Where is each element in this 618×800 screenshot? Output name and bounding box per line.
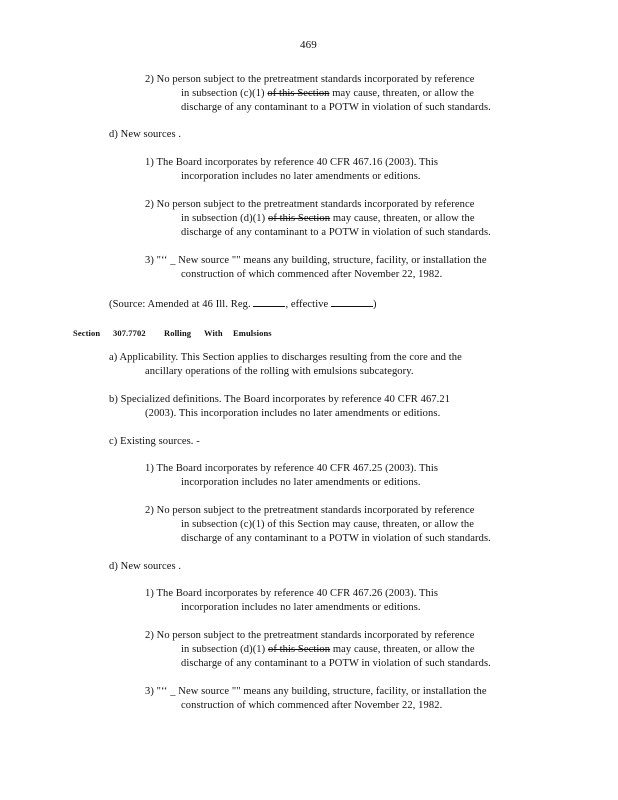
section-label: Section [73, 328, 101, 338]
para-d2-line1: 2) No person subject to the pretreatment standards incorporated by reference [145, 199, 475, 210]
source-note-effective: , effective [285, 299, 332, 310]
source-note [109, 296, 377, 312]
blank-line [253, 296, 285, 307]
para-c2-line2-text: in subsection (c)(1) [181, 88, 268, 99]
subsection-d2-heading: d) New sources . [109, 561, 182, 572]
para-dd2-line2-text: in subsection (d)(1) [181, 644, 268, 655]
para-c2-line1: 2) No person subject to the pretreatment standards incorporated by reference [145, 74, 475, 85]
para-dd3-line1: 3) "‘‘ _ New source "" means any building, structure, facility, or installation the [145, 686, 487, 697]
para-dd2-line2-rest: may cause, threaten, or allow the [330, 644, 475, 655]
para-c2-line2 [181, 87, 474, 101]
para-cc2-line1: 2) No person subject to the pretreatment standards incorporated by reference [145, 505, 475, 516]
blank-line [331, 296, 373, 307]
para-d2-line3: discharge of any contaminant to a POTW in violation of such standards. [181, 227, 491, 238]
page-number: 469 [300, 39, 317, 51]
para-cc2-line3: discharge of any contaminant to a POTW in violation of such standards. [181, 533, 491, 544]
para-a-line1: a) Applicability. This Section applies to discharges resulting from the core and the [109, 352, 462, 363]
para-cc2-line2: in subsection (c)(1) of this Section may cause, threaten, or allow the [181, 519, 475, 530]
para-c1-line2: incorporation includes no later amendments or editions. [181, 477, 421, 488]
para-dd3-line2: construction of which commenced after November 22, 1982. [181, 700, 443, 711]
para-d2-line2-rest: may cause, threaten, or allow the [330, 213, 475, 224]
subsection-d-heading: d) New sources . [109, 129, 182, 140]
para-a-line2: ancillary operations of the rolling with emulsions subcategory. [145, 366, 414, 377]
para-b-line2: (2003). This incorporation includes no later amendments or editions. [145, 408, 441, 419]
para-dd2-line1: 2) No person subject to the pretreatment standards incorporated by reference [145, 630, 475, 641]
para-c2-line3: discharge of any contaminant to a POTW in violation of such standards. [181, 102, 491, 113]
para-d2-line2-text: in subsection (d)(1) [181, 213, 268, 224]
para-dd1-line1: 1) The Board incorporates by reference 40 CFR 467.26 (2003). This [145, 588, 439, 599]
strikethrough-text: of this Section [267, 88, 330, 99]
para-b-line1: b) Specialized definitions. The Board incorporates by reference 40 CFR 467.21 [109, 394, 451, 405]
source-note-close: ) [373, 299, 377, 310]
section-number: 307.7702 [113, 328, 146, 338]
para-dd2-line3: discharge of any contaminant to a POTW in violation of such standards. [181, 658, 491, 669]
para-c1-line1: 1) The Board incorporates by reference 40 CFR 467.25 (2003). This [145, 463, 439, 474]
source-note-text: (Source: Amended at 46 Ill. Reg. [109, 299, 254, 310]
para-c2-line2-rest: may cause, threaten, or allow the [329, 88, 475, 99]
para-d1-line2: incorporation includes no later amendments or editions. [181, 171, 421, 182]
section-title-word-2: With [204, 328, 223, 338]
para-dd2-line2 [181, 643, 475, 657]
para-d3-line2: construction of which commenced after November 22, 1982. [181, 269, 443, 280]
section-title-word-1: Rolling [164, 328, 192, 338]
strikethrough-text: of this Section [267, 644, 331, 655]
strikethrough-text: of this Section [267, 213, 331, 224]
section-title-word-3: Emulsions [233, 328, 272, 338]
para-d2-line2 [181, 212, 475, 226]
para-d3-line1: 3) "‘‘ _ New source "" means any building, structure, facility, or installation the [145, 255, 487, 266]
subsection-c-heading: c) Existing sources. - [109, 436, 200, 447]
para-dd1-line2: incorporation includes no later amendments or editions. [181, 602, 421, 613]
para-d1-line1: 1) The Board incorporates by reference 40 CFR 467.16 (2003). This [145, 157, 439, 168]
